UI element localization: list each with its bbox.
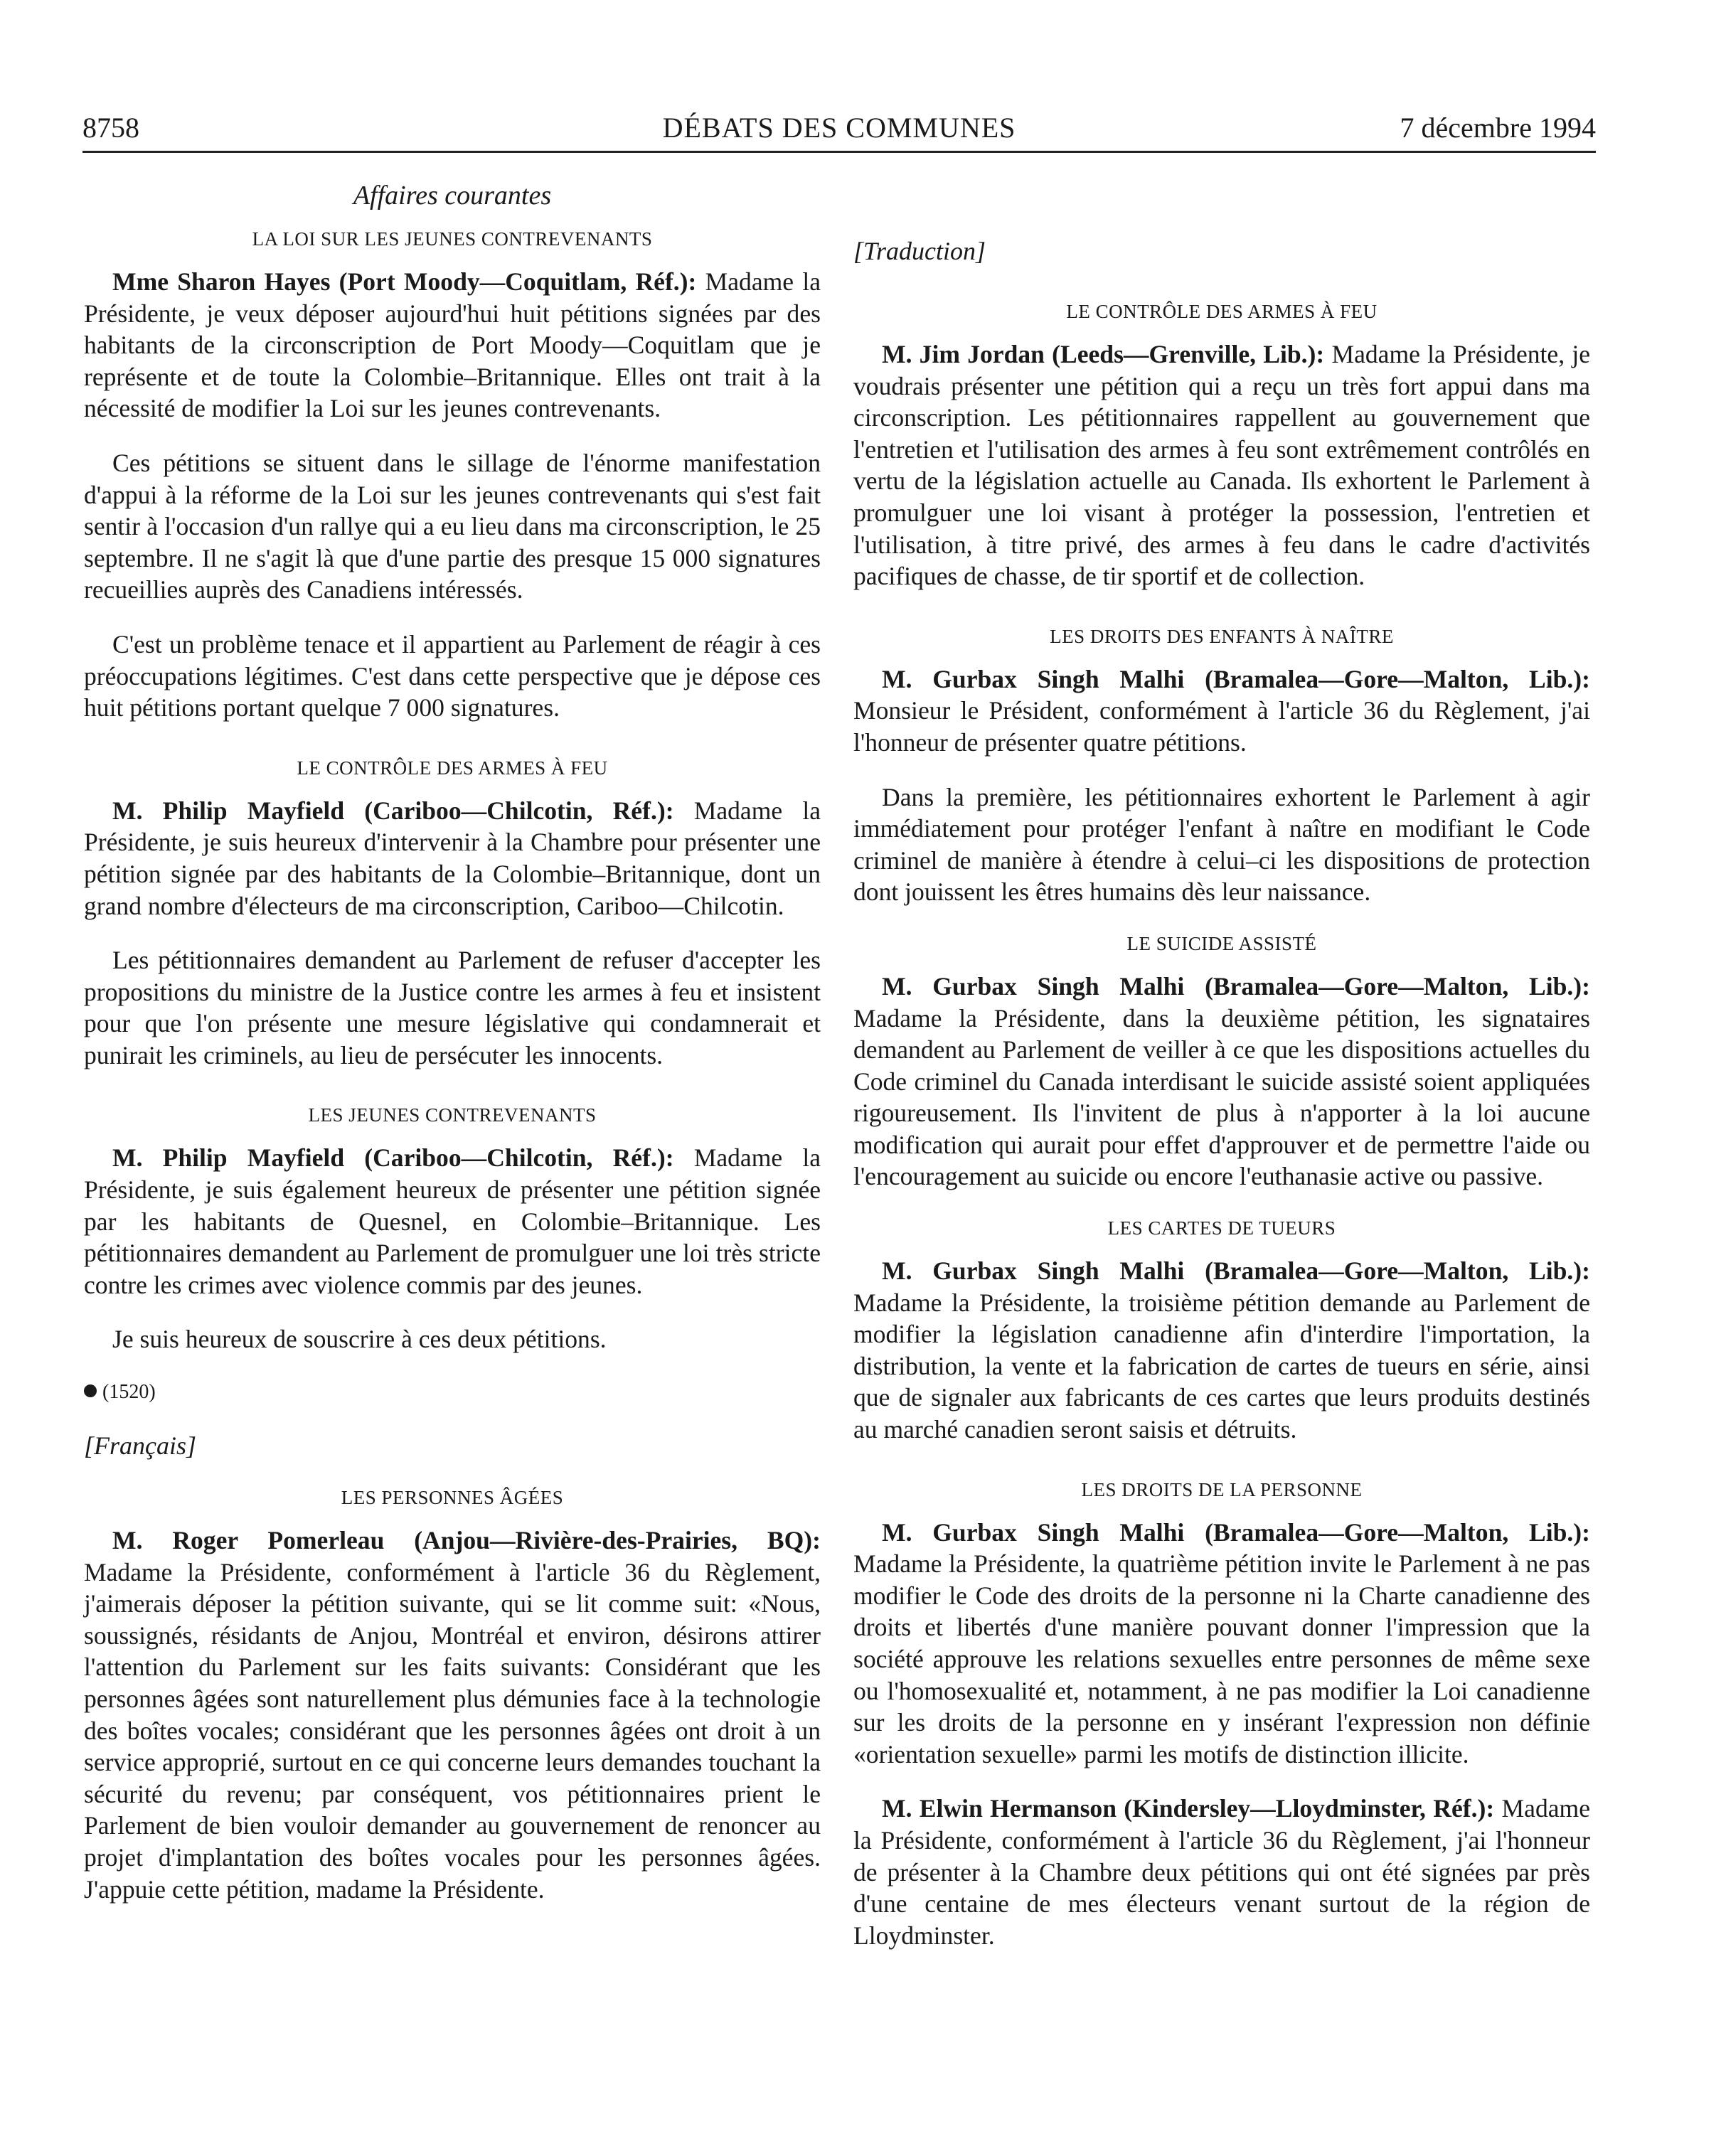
left-column (84, 179, 821, 1905)
subject-heading: LES JEUNES CONTREVENANTS (308, 1104, 597, 1126)
publication-title: DÉBATS DES COMMUNES (662, 112, 1016, 144)
speech-text: Madame la Présidente, dans la deuxième pétition, les signataires demandent au Parlement de veiller à ce que les dispositions actuelles du Code criminel du Canada interdisant le suicide assisté soient appliquées rigoureusement. Ils l'invitent de plus à n'apporter à la loi aucune modification qui aurait pour effet d'approuver et de permettre l'aide ou l'encouragement au suicide ou encore l'euthanasie active ou passive. (853, 1003, 1590, 1191)
bullet-icon (84, 1384, 97, 1397)
paragraph (853, 1517, 1590, 1771)
speaker-name: M. Elwin Hermanson (Kindersley—Lloydminster, Réf.): (882, 1794, 1495, 1823)
speech-text: Madame la Présidente, conformément à l'article 36 du Règlement, j'ai l'honneur de présenter à la Chambre deux pétitions qui ont été signées par près d'une centaine de mes électeurs venant surtout de la région de Lloydminster. (853, 1794, 1590, 1950)
time-marker (84, 1378, 821, 1407)
paragraph (853, 1255, 1590, 1446)
speech-text: Monsieur le Président, conformément à l'article 36 du Règlement, j'ai l'honneur de présenter quatre pétitions. (853, 696, 1590, 757)
speech-text: Madame la Présidente, la troisième pétition demande au Parlement de modifier la législation canadienne afin d'interdire l'importation, la distribution, la vente et la fabrication de cartes de tueurs en série, ainsi que de signaler aux fabricants de ces cartes que leurs produits destinés au marché canadien seront saisis et détruits. (853, 1288, 1590, 1444)
subject-heading: LE SUICIDE ASSISTÉ (1126, 932, 1317, 954)
language-marker: [Traduction] (853, 237, 986, 265)
subject-heading: LA LOI SUR LES JEUNES CONTREVENANTS (252, 228, 653, 250)
paragraph: Ces pétitions se situent dans le sillage de l'énorme manifestation d'appui à la réforme de la Loi sur les jeunes contrevenants qui s'est fait sentir à l'occasion d'un rallye qui a eu lieu dans ma circonscription, le 25 septembre. Il ne s'agit là que d'une partie des presque 15 000 signatures recueillies auprès des Canadiens intéressés. (84, 448, 821, 604)
speech-text: Madame la Présidente, conformément à l'article 36 du Règlement, j'aimerais déposer la pétition suivante, qui se lit comme suit: «Nous, soussignés, résidants de Anjou, Montréal et environ, désirons attirer l'attention du Parlement sur les faits suivants: Considérant que les personnes âgées sont naturellement plus démunies face à la technologie des boîtes vocales; considérant que les personnes âgées ont droit à un service approprié, surtout en ce qui concerne leurs demandes touchant la sécurité du revenu; par conséquent, vos pétitionnaires prient le Parlement de bien vouloir demander au gouvernement de renoncer au projet d'implantation des boîtes vocales pour les personnes âgées. J'appuie cette pétition, madame la Présidente. (84, 1557, 821, 1904)
paragraph: C'est un problème tenace et il appartient au Parlement de réagir à ces préoccupations légitimes. C'est dans cette perspective que je dépose ces huit pétitions portant quelque 7 000 signatures. (84, 629, 821, 722)
speech-text: Madame la Présidente, je veux déposer aujourd'hui huit pétitions signées par des habitants de la circonscription de Port Moody—Coquitlam que je représente et de toute la Colombie–Britannique. Elles ont trait à la nécessité de modifier la Loi sur les jeunes contrevenants. (84, 267, 821, 423)
paragraph (84, 795, 821, 922)
subject-heading: LES DROITS DE LA PERSONNE (1081, 1478, 1363, 1500)
speech-text: Madame la Présidente, je voudrais présenter une pétition qui a reçu un très fort appui dans ma circonscription. Les pétitionnaires rappellent au gouvernement que l'entretien et l'utilisation des armes à feu sont extrêmement contrôlés en vertu de la législation actuelle au Canada. Ils exhortent le Parlement à promulguer une loi visant à protéger la possession, l'entretien et l'utilisation, à titre privé, des armes à feu dans le cadre d'activités pacifiques de chasse, de tir sportif et de collection. (853, 340, 1590, 591)
subject-heading: LES PERSONNES ÂGÉES (341, 1487, 564, 1509)
paragraph: Les pétitionnaires demandent au Parlement de refuser d'accepter les propositions du ministre de la Justice contre les armes à feu et insistent pour que l'on présente une mesure législative qui condamnerait et punirait les criminels, au lieu de persécuter les innocents. (84, 946, 821, 1069)
speaker-name: M. Jim Jordan (Leeds—Grenville, Lib.): (882, 340, 1325, 368)
speech-text: Madame la Présidente, je suis heureux d'intervenir à la Chambre pour présenter une pétition signée par des habitants de la Colombie–Britannique, dont un grand nombre d'électeurs de ma circonscription, Cariboo—Chilcotin. (84, 796, 821, 920)
subject-heading: LE CONTRÔLE DES ARMES À FEU (297, 757, 608, 779)
speaker-name: M. Philip Mayfield (Cariboo—Chilcotin, Réf.): (112, 1143, 674, 1173)
right-column (853, 179, 1590, 1951)
speech-text: Madame la Présidente, la quatrième pétition invite le Parlement à ne pas modifier le Code des droits de la personne ni la Charte canadienne des droits et libertés d'une manière pouvant donner l'impression que la société approuve les relations sexuelles entre personnes de même sexe ou l'homosexualité et, notamment, à ne pas modifier la Loi canadienne sur les droits de la personne en y insérant l'expression non définie «orientation sexuelle» parmi les motifs de distinction illicite. (853, 1549, 1590, 1768)
paragraph (84, 266, 821, 425)
speaker-name: M. Gurbax Singh Malhi (Bramalea—Gore—Malton, Lib.): (882, 664, 1590, 693)
paragraph (853, 1793, 1590, 1951)
speaker-name: M. Gurbax Singh Malhi (Bramalea—Gore—Malton, Lib.): (882, 1256, 1590, 1286)
paragraph (84, 1525, 821, 1905)
paragraph: Je suis heureux de souscrire à ces deux pétitions. (112, 1325, 607, 1354)
speaker-name: M. Gurbax Singh Malhi (Bramalea—Gore—Malton, Lib.): (882, 971, 1590, 1000)
paragraph (853, 971, 1590, 1192)
header-rule (82, 151, 1596, 153)
subject-heading: LE CONTRÔLE DES ARMES À FEU (1066, 301, 1378, 322)
subject-heading: LES CARTES DE TUEURS (1107, 1217, 1336, 1239)
speaker-name: Mme Sharon Hayes (Port Moody—Coquitlam, Réf.): (112, 267, 697, 296)
speech-text: Madame la Présidente, je suis également heureux de présenter une pétition signée par les habitants de Quesnel, en Colombie–Britannique. Les pétitionnaires demandent au Parlement de promulguer une loi très stricte contre les crimes avec violence commis par des jeunes. (84, 1143, 821, 1299)
subject-heading: LES DROITS DES ENFANTS À NAÎTRE (1050, 625, 1394, 647)
paragraph (853, 338, 1590, 592)
speaker-name: M. Philip Mayfield (Cariboo—Chilcotin, Réf.): (112, 796, 674, 825)
speaker-name: M. Gurbax Singh Malhi (Bramalea—Gore—Malton, Lib.): (882, 1517, 1590, 1547)
paragraph (84, 1142, 821, 1301)
publication-date: 7 décembre 1994 (1400, 112, 1596, 144)
section-title: Affaires courantes (353, 181, 552, 210)
page-number: 8758 (82, 112, 139, 144)
time-value: (1520) (102, 1381, 156, 1404)
speaker-name: M. Roger Pomerleau (Anjou—Rivière-des-Prairies, BQ): (112, 1526, 821, 1555)
language-marker: [Français] (84, 1431, 197, 1461)
paragraph (853, 663, 1590, 759)
page-header (82, 105, 1596, 151)
paragraph: Dans la première, les pétitionnaires exhortent le Parlement à agir immédiatement pour protéger l'enfant à naître en modifiant le Code criminel de manière à étendre à celui–ci les dispositions de protection dont jouissent les êtres humains dès leur naissance. (853, 782, 1590, 907)
